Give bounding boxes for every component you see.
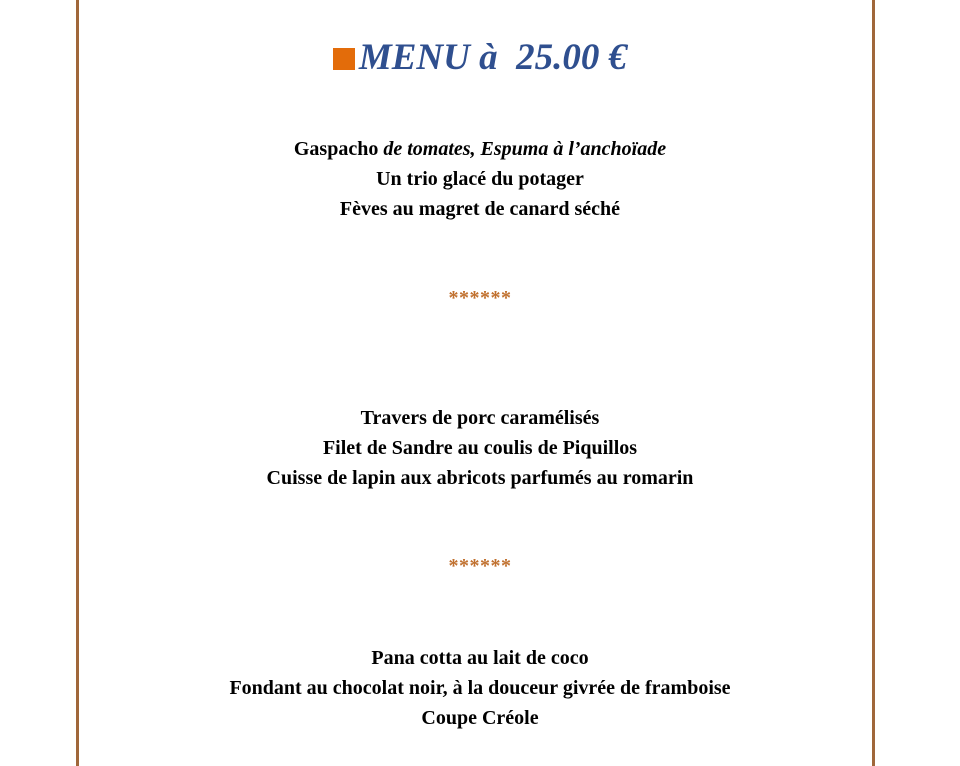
menu-header xyxy=(0,36,960,80)
dish-item: Fèves au magret de canard séché xyxy=(339,198,621,220)
course-desserts xyxy=(0,643,960,733)
dish-item: Pana cotta au lait de coco xyxy=(371,647,589,669)
course-starters xyxy=(0,134,960,224)
dish-item: Gaspacho de tomates, Espuma à l’anchoïade xyxy=(293,138,667,160)
menu-title: MENU à 25.00 € xyxy=(358,37,628,78)
dish-item: Fondant au chocolat noir, à la douceur givrée de framboise xyxy=(229,677,731,699)
dish-item: Coupe Créole xyxy=(421,707,539,729)
dish-item: Un trio glacé du potager xyxy=(376,168,584,190)
dish-item: Travers de porc caramélisés xyxy=(360,407,600,429)
course-separator: ****** xyxy=(448,287,512,309)
square-bullet-icon xyxy=(333,48,355,70)
course-mains xyxy=(0,403,960,493)
dish-item: Filet de Sandre au coulis de Piquillos xyxy=(322,437,638,459)
dish-item: Cuisse de lapin aux abricots parfumés au romarin xyxy=(266,467,694,489)
course-separator: ****** xyxy=(448,555,512,577)
